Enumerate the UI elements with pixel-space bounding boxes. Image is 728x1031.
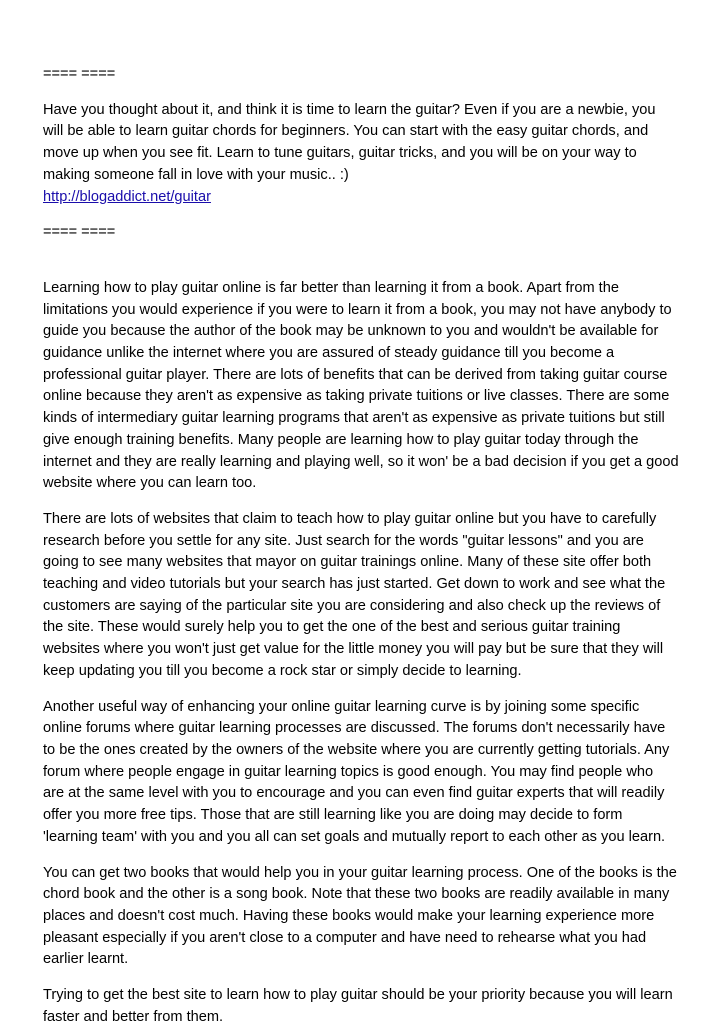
text-line: give enough training benefits. Many people are learning how to play guitar today through the	[43, 431, 639, 448]
text-line: keep updating you till you become a rock star or simply decide to learning.	[43, 662, 522, 679]
text-line: to be the ones created by the owners of the website where you are currently getting tutorials. Any	[43, 741, 670, 758]
text-line: limitations you would experience if you were to learn it from a book, you may not have anybody to	[43, 301, 672, 318]
text-line: places and doesn't cost much. Having these books would make your learning experience more	[43, 907, 655, 924]
text-line: earlier learnt.	[43, 951, 129, 968]
text-line: guide you because the author of the book may be unknown to you and wouldn't be available for	[43, 323, 659, 340]
text-line: teaching and video tutorials but your search has just started. Get down to work and see what the	[43, 576, 666, 593]
article-paragraph-2	[43, 509, 693, 683]
text-line: kinds of intermediary guitar learning programs that aren't as expensive as private tuitions but still	[43, 410, 665, 427]
separator-bottom: ==== ====	[43, 224, 116, 241]
text-line: websites where you won't just get value for the little money you will pay but be sure that they will	[43, 641, 664, 658]
text-line: professional guitar player. There are lots of benefits that can be derived from taking guitar course	[43, 366, 668, 383]
text-line: guidance unlike the internet where you are assured of steady guidance till you become a	[43, 345, 615, 362]
text-line: making someone fall in love with your music.. :)	[43, 166, 349, 183]
article-paragraph-5	[43, 985, 693, 1028]
intro-paragraph	[43, 100, 693, 209]
text-line: There are lots of websites that claim to teach how to play guitar online but you have to carefully	[43, 510, 657, 527]
text-line: 'learning team' with you and you all can set goals and mutually report to each other as you learn.	[43, 828, 666, 845]
text-line: internet and they are really learning and playing well, so it won' be a bad decision if you get a good	[43, 453, 679, 470]
text-line: customers are saying of the particular site you are considering and also check up the reviews of	[43, 597, 661, 614]
text-line: online forums where guitar learning processes are discussed. The forums don't necessarily have	[43, 720, 666, 737]
text-line: going to see many websites that mayor on guitar trainings online. Many of these site offer both	[43, 554, 652, 571]
text-line: forum where people engage in guitar learning topics is good enough. You may find people who	[43, 763, 654, 780]
blog-link[interactable]: http://blogaddict.net/guitar	[43, 188, 211, 205]
text-line: offer you more free tips. Those that are still learning like you are doing may decide to form	[43, 807, 623, 824]
text-line: Trying to get the best site to learn how to play guitar should be your priority because you will learn	[43, 987, 673, 1004]
text-line: are at the same level with you to encourage and you can even find guitar experts that will readily	[43, 785, 665, 802]
text-line: the site. These would surely help you to get the one of the best and serious guitar training	[43, 619, 621, 636]
text-line: will be able to learn guitar chords for beginners. You can start with the easy guitar chords, and	[43, 123, 649, 140]
text-line: online because they aren't as expensive as taking private tuitions or live classes. There are some	[43, 388, 670, 405]
text-line: Another useful way of enhancing your online guitar learning curve is by joining some specific	[43, 698, 640, 715]
text-line: Learning how to play guitar online is far better than learning it from a book. Apart from the	[43, 279, 619, 296]
text-line: pleasant especially if you aren't close to a computer and have need to rehearse what you had	[43, 929, 647, 946]
text-line: research before you settle for any site. Just search for the words "guitar lessons" and you are	[43, 532, 644, 549]
article-paragraph-1	[43, 278, 693, 495]
article-paragraph-3	[43, 697, 693, 849]
text-line: Have you thought about it, and think it is time to learn the guitar? Even if you are a newbie, you	[43, 101, 656, 118]
document-page	[43, 64, 693, 1028]
text-line: faster and better from them.	[43, 1008, 224, 1025]
article-paragraph-4	[43, 863, 693, 972]
text-line: You can get two books that would help you in your guitar learning process. One of the books is the	[43, 864, 677, 881]
separator-top: ==== ====	[43, 66, 116, 82]
text-line: chord book and the other is a song book. Note that these two books are readily available in many	[43, 886, 670, 903]
text-line: move up when you see fit. Learn to tune guitars, guitar tricks, and you will be on your way to	[43, 145, 637, 162]
text-line: website where you can learn too.	[43, 475, 257, 492]
